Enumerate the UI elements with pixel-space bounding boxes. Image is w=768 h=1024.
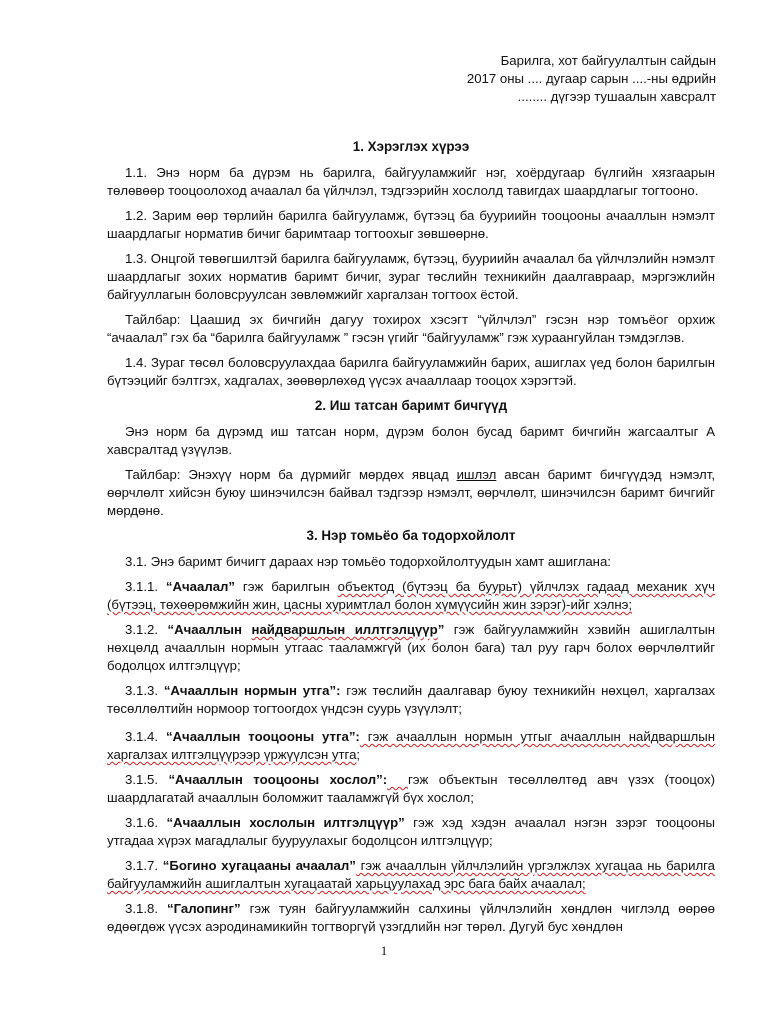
clause-number: 1.3. <box>125 251 147 266</box>
clause-number: 1.1. <box>125 165 147 180</box>
clause-number: 3.1.5. <box>125 772 169 787</box>
definition-text-marked: гэж ачааллын нормын утгыг ачааллын найдваршлын харгалзах илтгэлцүүрээр үржүүлсэн утга <box>107 729 715 762</box>
term-marked: найдваршлын иллтгэлцүүр <box>251 622 438 637</box>
document-body <box>107 138 715 943</box>
term: ” <box>437 622 445 637</box>
clause-number: 3.1.1. <box>125 579 166 594</box>
term: “Галопинг” <box>166 901 241 916</box>
definition-text: гэж байгууламжийн хэвийн ашиглалтын нөхцөлд ачааллын нормын утгаас тааламжгүй (их болон бага) тал руу гарч болох өөрчлөлтийг бодолцох илтгэлцүүр; <box>107 622 715 673</box>
clause-number: 3.1.8. <box>125 901 167 916</box>
term: “Ачааллын <box>167 622 252 637</box>
definition-text: гэж объектын төсөллөлтөд авч үзэх (тооцох) шаардлагатай ачааллын боломжит тааламжгүй бүх хослол; <box>107 772 715 805</box>
spacing-mark <box>387 772 408 787</box>
note-text: Тайлбар: Энэхүү норм ба дүрмийг мөрдөх явцад <box>125 467 457 482</box>
definition-3-1-2 <box>107 621 715 675</box>
definition-text: ; <box>356 747 361 762</box>
paragraph-1-3 <box>107 250 715 304</box>
definition-text: гэж хэд хэдэн ачаалал нэгэн зэрэг тооцооны утгадаа хүрэх магадлалыг бууруулахыг бодолцсон илтгэлцүүр; <box>107 815 715 848</box>
term: “Ачааллын тооцооны хослол”: <box>168 772 388 787</box>
paragraph-1-2 <box>107 207 715 243</box>
note-text: авсан баримт бичгүүдэд нэмэлт, өөрчлөлт хийсэн буюу шинэчилсэн байвал тэдгээр нэмэлт, өөрчлөлт, шинэчилсэн баримт бичгийг мөрдөнө. <box>107 467 715 518</box>
definition-3-1-7 <box>107 857 715 893</box>
clause-text: Онцгой төвөгшилтэй барилга байгууламж, бүтээц, бууриийн ачаалал ба үйлчлэлийн нэмэлт шаардлагыг зохих норматив баримт бичиг, зураг төслийн техникийн даалгавраар, мэргэжлийн байгууллагын боловсруулсан зөвлөмжийг харгалзан тогтоох ёстой. <box>107 251 715 302</box>
header-line-ministry: Барилга, хот байгуулалтын сайдын <box>500 53 716 68</box>
term: “Ачааллын нормын утга”: <box>163 683 341 698</box>
section-3-title: 3. Нэр томьёо ба тодорхойлолт <box>306 528 516 543</box>
term: “Ачааллын хослолын илтгэлцүүр” <box>166 815 405 830</box>
clause-number: 3.1.6. <box>125 815 167 830</box>
definition-3-1-1 <box>107 578 715 614</box>
header-line-date: 2017 оны .... дугаар сарын ....-ны өдрийн <box>466 71 716 86</box>
clause-number: 1.2. <box>125 208 147 223</box>
note-1: Тайлбар: Цаашид эх бичгийн дагуу тохирох хэсэгт “үйлчлэл” гэсэн нэр томъёог орхиж “ачаалал” гэх ба “барилга байгууламж ” гэсэн үгийг “байгууламж” гэж хураангуйлан тэмдэглэв. <box>107 312 715 345</box>
clause-number: 3.1. <box>125 554 147 569</box>
definition-text: гэж төслийн даалгавар буюу техникийн нөхцөл, харгалзах төсөллөлтийн нормоор тогтоогдох үндсэн суурь үзүүлэлт; <box>107 683 715 716</box>
definition-3-1-8 <box>107 900 715 936</box>
paragraph-1-1 <box>107 164 715 200</box>
section-2-title: 2. Иш татсан баримт бичгүүд <box>314 398 508 413</box>
section-1-title: 1. Хэрэглэх хүрээ <box>352 139 470 154</box>
clause-text: Зураг төсөл боловсруулахдаа барилга байгууламжийн барих, ашиглах үед болон барилгын бүтээцийг бэлтгэх, хадгалах, зөөвөрлөхөд үүсэх ачааллаар тооцох хэрэгтэй. <box>107 355 715 388</box>
clause-text: Энэ норм ба дүрэм нь барилга, байгууламжийг нэг, хоёрдугаар бүлгийн хязгаарын төлөвөөр тооцоолоход ачаалал ба үйлчлэл, тэдгээрийн хослолд тавигдах шаардлагыг тогтооно. <box>107 165 715 198</box>
clause-number: 3.1.7. <box>125 858 163 873</box>
term: “Ачааллын тооцооны утга”: <box>165 729 360 744</box>
definition-3-1-4 <box>107 728 715 764</box>
clause-text: Зарим өөр төрлийн барилга байгууламж, бүтээц ба бууриийн тооцооны ачааллын нэмэлт шаардлагыг норматив бичиг баримтаар тогтоохыг зөвшөөрнө. <box>107 208 715 241</box>
header-line-order: ........ дүгээр тушаалын хавсралт <box>517 89 716 104</box>
page-number: 1 <box>380 943 388 958</box>
underlined-word: ишлэл <box>456 467 497 482</box>
definition-text-marked: объектод (бүтээц ба буурьт) үйлчлэх гадаад механик хүч (бүтээц, төхөөрөмжийн жин, цасны хуримтлал болон хүмүүсийн жин зэрэг)-ийг хэлнэ; <box>107 579 715 612</box>
document-header <box>467 52 716 106</box>
definition-text-marked: гэж ачааллын үйлчлэлийн үргэлжлэх хугацаа нь барилга байгууламжийн ашиглалтын хугацаатай харьцуулахад эрс бага байх ачаалал; <box>107 858 716 891</box>
term: “Ачаалал” <box>165 579 236 594</box>
definition-3-1-5 <box>107 771 715 807</box>
clause-number: 3.1.3. <box>125 683 164 698</box>
paragraph-2-1: Энэ норм ба дүрэмд иш татсан норм, дүрэм болон бусад баримт бичгийн жагсаалтыг А хавсралтад үзүүлэв. <box>107 424 715 457</box>
definition-text: гэж туян байгууламжийн салхины үйлчлэлийн хөндлөн чиглэлд өөрөө өдөөгдөж үүсэх аэродинамикийн тогтворгүй үзэгдлийн нэг төрөл. Дугуй бус хөндлөн <box>107 901 715 934</box>
paragraph-1-4 <box>107 354 715 390</box>
note-2 <box>107 466 715 520</box>
clause-number: 3.1.2. <box>125 622 168 637</box>
definition-3-1-6 <box>107 814 715 850</box>
definition-text: гэж барилгын <box>235 579 338 594</box>
clause-text: Энэ баримт бичигт дараах нэр томьёо тодорхойлолтуудын хамт ашиглана: <box>147 554 611 569</box>
term: “Богино хугацааны ачаалал” <box>162 858 356 873</box>
definition-3-1-3 <box>107 682 715 718</box>
clause-number: 1.4. <box>125 355 147 370</box>
paragraph-3-1 <box>107 553 715 571</box>
clause-number: 3.1.4. <box>125 729 166 744</box>
